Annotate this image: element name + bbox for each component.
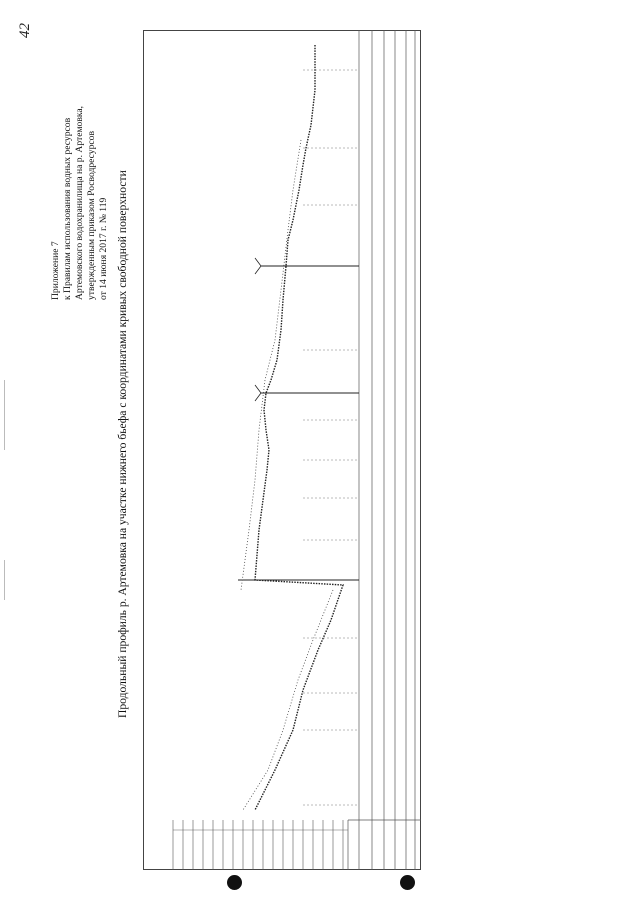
appendix-line: от 14 июня 2017 г. № 119 bbox=[98, 197, 109, 300]
scan-edge-mark bbox=[4, 380, 5, 450]
appendix-line: к Правилам использования водных ресурсов bbox=[62, 117, 73, 300]
binding-hole-mark bbox=[227, 875, 242, 890]
binding-hole-mark bbox=[400, 875, 415, 890]
elevation-ticks bbox=[173, 820, 343, 870]
profile-data-table bbox=[348, 30, 421, 870]
riverbed-profile bbox=[255, 45, 343, 810]
page-number: 42 bbox=[17, 23, 33, 38]
section-lines bbox=[303, 70, 359, 805]
longitudinal-profile-drawing bbox=[143, 30, 421, 870]
scan-edge-mark bbox=[4, 560, 5, 600]
document-title: Продольный профиль р. Артемовка на участке нижнего бьефа с координатами кривых свободной поверхности bbox=[116, 170, 129, 718]
appendix-line: Артемовского водохранилища на р. Артемовка, bbox=[74, 105, 85, 300]
water-surface-curve-2 bbox=[243, 590, 333, 810]
appendix-header bbox=[50, 106, 110, 300]
appendix-line: утвержденным приказом Росводресурсов bbox=[86, 131, 97, 300]
appendix-line: Приложение 7 bbox=[50, 241, 61, 300]
structure-markers bbox=[238, 266, 359, 580]
water-surface-curve-1 bbox=[241, 140, 301, 590]
structure-symbol bbox=[255, 258, 261, 401]
